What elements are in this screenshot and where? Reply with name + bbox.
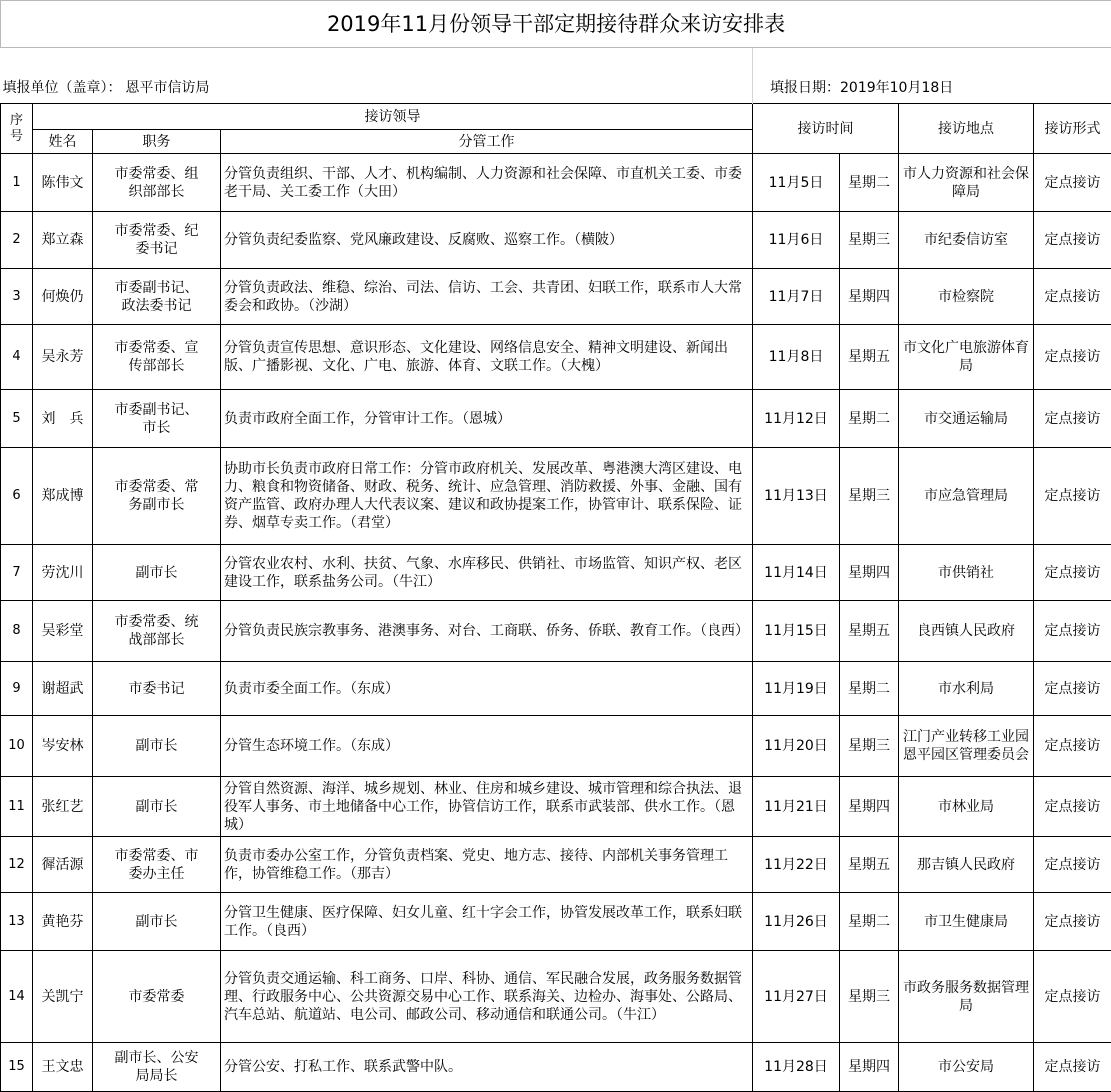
row-work: 负责市委办公室工作，分管负责档案、党史、地方志、接待、内部机关事务管理工作，协管维稳工作。（那吉） <box>221 837 753 893</box>
row-name: 徲活源 <box>33 837 93 893</box>
reporting-date-value: 2019年10月18日 <box>840 80 953 96</box>
row-date: 11月27日 <box>753 951 840 1043</box>
row-position: 副市长 <box>93 545 221 601</box>
row-seq: 4 <box>1 325 33 390</box>
row-work: 分管负责政法、维稳、综治、司法、信访、工会、共青团、妇联工作，联系市人大常委会和政协。（沙湖） <box>221 269 753 325</box>
row-seq: 14 <box>1 951 33 1043</box>
table-row <box>1 1043 1111 1092</box>
row-weekday: 星期二 <box>840 662 899 716</box>
header-form: 接访形式 <box>1034 104 1111 154</box>
row-seq: 8 <box>1 601 33 662</box>
row-position: 市委常委、宣传部部长 <box>93 325 221 390</box>
row-date: 11月6日 <box>753 212 840 269</box>
table-row <box>1 893 1111 951</box>
sheet-title: 2019年11月份领导干部定期接待群众来访安排表 <box>1 1 1111 48</box>
row-place: 市交通运输局 <box>899 390 1034 448</box>
row-work: 负责市委全面工作。（东成） <box>221 662 753 716</box>
row-form: 定点接访 <box>1034 1043 1111 1092</box>
row-name: 何焕仍 <box>33 269 93 325</box>
row-date: 11月22日 <box>753 837 840 893</box>
info-spacer <box>221 48 753 104</box>
table-row <box>1 951 1111 1043</box>
row-weekday: 星期五 <box>840 325 899 390</box>
row-form: 定点接访 <box>1034 269 1111 325</box>
table-row <box>1 325 1111 390</box>
row-place: 市林业局 <box>899 777 1034 837</box>
table-row <box>1 545 1111 601</box>
row-form: 定点接访 <box>1034 154 1111 212</box>
row-date: 11月14日 <box>753 545 840 601</box>
row-place: 市纪委信访室 <box>899 212 1034 269</box>
row-work: 分管公安、打私工作、联系武警中队。 <box>221 1043 753 1092</box>
row-date: 11月21日 <box>753 777 840 837</box>
row-work: 分管农业农村、水利、扶贫、气象、水库移民、供销社、市场监管、知识产权、老区建设工作，联系盐务公司。（牛江） <box>221 545 753 601</box>
row-date: 11月19日 <box>753 662 840 716</box>
row-weekday: 星期四 <box>840 1043 899 1092</box>
header-position: 职务 <box>93 130 221 154</box>
reporting-unit-value: 恩平市信访局 <box>126 80 210 96</box>
row-seq: 3 <box>1 269 33 325</box>
row-date: 11月8日 <box>753 325 840 390</box>
row-date: 11月26日 <box>753 893 840 951</box>
row-place: 市卫生健康局 <box>899 893 1034 951</box>
header-leader-group: 接访领导 <box>33 104 753 130</box>
row-seq: 5 <box>1 390 33 448</box>
table-row <box>1 716 1111 777</box>
row-position: 市委常委、市委办主任 <box>93 837 221 893</box>
reporting-unit-label: 填报单位（盖章）： <box>3 80 122 96</box>
header-time: 接访时间 <box>753 104 899 154</box>
row-work: 分管负责组织、干部、人才、机构编制、人力资源和社会保障、市直机关工委、市委老干局、关工委工作（大田） <box>221 154 753 212</box>
row-date: 11月20日 <box>753 716 840 777</box>
row-seq: 1 <box>1 154 33 212</box>
row-position: 市委常委、常务副市长 <box>93 448 221 545</box>
reporting-date-label: 填报日期： <box>770 80 840 96</box>
table-row <box>1 777 1111 837</box>
row-work: 负责市政府全面工作，分管审计工作。（恩城） <box>221 390 753 448</box>
row-place: 江门产业转移工业园恩平园区管理委员会 <box>899 716 1034 777</box>
row-weekday: 星期五 <box>840 601 899 662</box>
row-place: 市供销社 <box>899 545 1034 601</box>
row-place: 市公安局 <box>899 1043 1034 1092</box>
row-date: 11月13日 <box>753 448 840 545</box>
row-position: 市委常委 <box>93 951 221 1043</box>
row-seq: 13 <box>1 893 33 951</box>
reporting-date <box>753 48 1111 104</box>
row-position: 副市长、公安局局长 <box>93 1043 221 1092</box>
row-position: 市委书记 <box>93 662 221 716</box>
row-weekday: 星期三 <box>840 951 899 1043</box>
row-seq: 2 <box>1 212 33 269</box>
row-form: 定点接访 <box>1034 545 1111 601</box>
row-seq: 9 <box>1 662 33 716</box>
row-position: 市委副书记、市长 <box>93 390 221 448</box>
row-name: 刘 兵 <box>33 390 93 448</box>
row-place: 市人力资源和社会保障局 <box>899 154 1034 212</box>
row-name: 郑立森 <box>33 212 93 269</box>
row-work: 分管生态环境工作。（东成） <box>221 716 753 777</box>
row-place: 市检察院 <box>899 269 1034 325</box>
row-seq: 11 <box>1 777 33 837</box>
row-weekday: 星期五 <box>840 837 899 893</box>
row-place: 市政务服务数据管理局 <box>899 951 1034 1043</box>
row-place: 市水利局 <box>899 662 1034 716</box>
row-date: 11月12日 <box>753 390 840 448</box>
row-weekday: 星期二 <box>840 154 899 212</box>
row-place: 市文化广电旅游体育局 <box>899 325 1034 390</box>
row-name: 吴彩堂 <box>33 601 93 662</box>
row-weekday: 星期三 <box>840 448 899 545</box>
reporting-unit <box>1 48 221 104</box>
header-work: 分管工作 <box>221 130 753 154</box>
table-row <box>1 269 1111 325</box>
row-position: 副市长 <box>93 716 221 777</box>
row-form: 定点接访 <box>1034 951 1111 1043</box>
row-work: 分管负责交通运输、科工商务、口岸、科协、通信、军民融合发展，政务服务数据管理、行政服务中心、公共资源交易中心工作、联系海关、边检办、海事处、公路局、汽车总站、航道站、电公司、邮政公司、移动通信和联通公司。（牛江） <box>221 951 753 1043</box>
table-row <box>1 212 1111 269</box>
row-position: 市委常委、统战部部长 <box>93 601 221 662</box>
table-row <box>1 662 1111 716</box>
row-date: 11月28日 <box>753 1043 840 1092</box>
row-seq: 15 <box>1 1043 33 1092</box>
row-seq: 10 <box>1 716 33 777</box>
row-name: 吴永芳 <box>33 325 93 390</box>
row-name: 陈伟文 <box>33 154 93 212</box>
row-name: 岑安林 <box>33 716 93 777</box>
row-work: 分管负责纪委监察、党风廉政建设、反腐败、巡察工作。（横陂） <box>221 212 753 269</box>
row-place: 良西镇人民政府 <box>899 601 1034 662</box>
table-row <box>1 601 1111 662</box>
row-position: 副市长 <box>93 777 221 837</box>
row-place: 那吉镇人民政府 <box>899 837 1034 893</box>
row-name: 王文忠 <box>33 1043 93 1092</box>
row-form: 定点接访 <box>1034 448 1111 545</box>
row-weekday: 星期四 <box>840 777 899 837</box>
row-form: 定点接访 <box>1034 837 1111 893</box>
row-name: 黄艳芬 <box>33 893 93 951</box>
table-row <box>1 390 1111 448</box>
row-form: 定点接访 <box>1034 212 1111 269</box>
row-date: 11月5日 <box>753 154 840 212</box>
row-form: 定点接访 <box>1034 777 1111 837</box>
row-form: 定点接访 <box>1034 662 1111 716</box>
row-name: 关凯宁 <box>33 951 93 1043</box>
row-date: 11月7日 <box>753 269 840 325</box>
row-position: 市委常委、纪委书记 <box>93 212 221 269</box>
row-date: 11月15日 <box>753 601 840 662</box>
header-place: 接访地点 <box>899 104 1034 154</box>
row-position: 市委副书记、政法委书记 <box>93 269 221 325</box>
table-row <box>1 448 1111 545</box>
row-seq: 7 <box>1 545 33 601</box>
header-name: 姓名 <box>33 130 93 154</box>
row-work: 分管负责宣传思想、意识形态、文化建设、网络信息安全、精神文明建设、新闻出版、广播影视、文化、广电、旅游、体育、文联工作。（大槐） <box>221 325 753 390</box>
row-work: 分管自然资源、海洋、城乡规划、林业、住房和城乡建设、城市管理和综合执法、退役军人事务、市土地储备中心工作，协管信访工作，联系市武装部、供水工作。（恩城） <box>221 777 753 837</box>
table-row <box>1 837 1111 893</box>
row-weekday: 星期四 <box>840 545 899 601</box>
row-seq: 12 <box>1 837 33 893</box>
header-seq-text: 序号 <box>10 113 24 145</box>
row-weekday: 星期三 <box>840 212 899 269</box>
table-row <box>1 154 1111 212</box>
row-work: 分管负责民族宗教事务、港澳事务、对台、工商联、侨务、侨联、教育工作。（良西） <box>221 601 753 662</box>
row-name: 郑成博 <box>33 448 93 545</box>
row-work: 分管卫生健康、医疗保障、妇女儿童、红十字会工作，协管发展改革工作，联系妇联工作。（良西） <box>221 893 753 951</box>
row-position: 副市长 <box>93 893 221 951</box>
row-place: 市应急管理局 <box>899 448 1034 545</box>
row-weekday: 星期三 <box>840 716 899 777</box>
row-weekday: 星期二 <box>840 893 899 951</box>
row-form: 定点接访 <box>1034 716 1111 777</box>
row-name: 张红艺 <box>33 777 93 837</box>
row-work: 协助市长负责市政府日常工作：分管市政府机关、发展改革、粤港澳大湾区建设、电力、粮食和物资储备、财政、税务、统计、应急管理、消防救援、外事、金融、国有资产监管、政府办理人大代表议案、建议和政协提案工作，协管审计、联系保险、证券、烟草专卖工作。（君堂） <box>221 448 753 545</box>
row-form: 定点接访 <box>1034 325 1111 390</box>
row-form: 定点接访 <box>1034 390 1111 448</box>
row-position: 市委常委、组织部部长 <box>93 154 221 212</box>
row-weekday: 星期四 <box>840 269 899 325</box>
header-seq <box>1 104 33 154</box>
row-form: 定点接访 <box>1034 893 1111 951</box>
row-seq: 6 <box>1 448 33 545</box>
row-name: 劳沈川 <box>33 545 93 601</box>
row-name: 谢超武 <box>33 662 93 716</box>
row-form: 定点接访 <box>1034 601 1111 662</box>
row-weekday: 星期二 <box>840 390 899 448</box>
